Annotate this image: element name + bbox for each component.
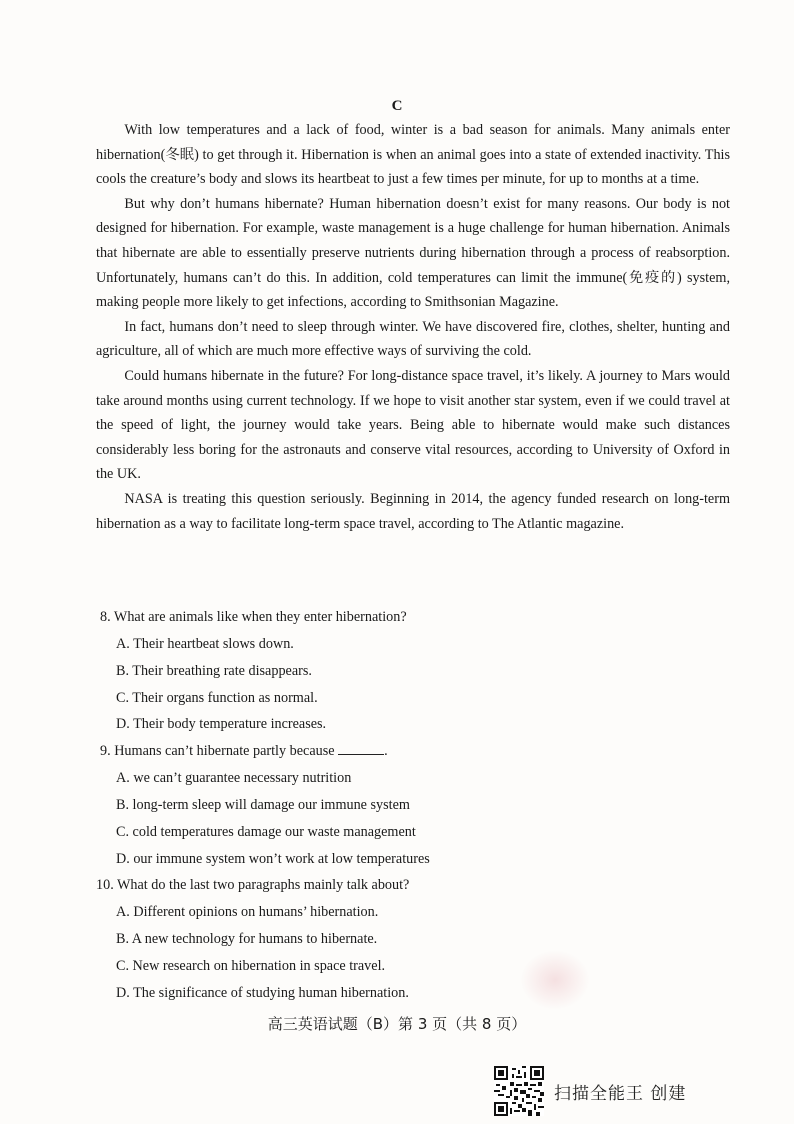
option-d: D. The significance of studying human hibernation. bbox=[116, 984, 409, 1001]
paragraph-4: Could humans hibernate in the future? For long-distance space travel, it’s likely. A journey to Mars would take around months using current technology. If we hope to visit another star system, even if we could travel at the speed of light, the journey would take years. Being able to hibernate would make such distances considerably less boring for the astronauts and conserve vital resources, according to University of Oxford in the UK. bbox=[96, 367, 730, 483]
question-stem-text: 9. Humans can’t hibernate partly because bbox=[100, 743, 335, 760]
answer-blank bbox=[338, 744, 384, 755]
question-8 bbox=[96, 604, 730, 738]
question-9 bbox=[96, 738, 730, 872]
paragraph-1: With low temperatures and a lack of food, winter is a bad season for animals. Many animals enter hibernation(冬眠) to get through it. Hibernation is when an animal goes into a state of extended inactivity. This cools the creature’s body and slows its heartbeat to just a few times per minute, for up to months at a time. bbox=[96, 122, 730, 188]
question-stem bbox=[96, 738, 730, 765]
section-title: C bbox=[391, 98, 403, 114]
option-a: A. Their heartbeat slows down. bbox=[116, 636, 294, 652]
scanner-watermark bbox=[494, 1066, 686, 1116]
paragraph-3: In fact, humans don’t need to sleep through winter. We have discovered fire, clothes, shelter, hunting and agriculture, all of which are much more effective ways of surviving the cold. bbox=[96, 318, 730, 360]
reading-passage bbox=[96, 118, 730, 536]
option-b: B. A new technology for humans to hibernate. bbox=[116, 931, 378, 948]
option-c: C. New research on hibernation in space travel. bbox=[116, 957, 386, 974]
question-10 bbox=[96, 872, 730, 1006]
page-footer: 高三英语试题（B）第 3 页（共 8 页） bbox=[267, 1015, 527, 1033]
paragraph-5: NASA is treating this question seriously. Beginning in 2014, the agency funded research on long-term hibernation as a way to facilitate long-term space travel, according to The Atlantic magazine. bbox=[96, 490, 730, 532]
option-a: A. we can’t guarantee necessary nutrition bbox=[116, 770, 352, 787]
option-c: C. cold temperatures damage our waste management bbox=[116, 823, 416, 840]
option-b: B. long-term sleep will damage our immune system bbox=[116, 796, 410, 813]
scanner-label: 扫描全能王 创建 bbox=[554, 1083, 687, 1104]
option-b: B. Their breathing rate disappears. bbox=[116, 662, 312, 679]
option-d: D. our immune system won’t work at low temperatures bbox=[116, 850, 430, 867]
question-stem: 10. What do the last two paragraphs mainly talk about? bbox=[96, 877, 410, 894]
question-stem: 8. What are animals like when they enter hibernation? bbox=[100, 609, 407, 625]
option-c: C. Their organs function as normal. bbox=[116, 689, 318, 706]
question-stem-end: . bbox=[384, 743, 388, 760]
qr-code-icon bbox=[494, 1066, 544, 1116]
option-a: A. Different opinions on humans’ hibernation. bbox=[116, 904, 379, 921]
option-d: D. Their body temperature increases. bbox=[116, 716, 327, 733]
paragraph-2: But why don’t humans hibernate? Human hibernation doesn’t exist for many reasons. Our body is not designed for hibernation. For example, waste management is a huge challenge for human hibernation. Animals that hibernate are able to essentially preserve nutrients during hibernation through a process of reabsorption. Unfortunately, humans can’t do this. In addition, cold temperatures can limit the immune(免疫的) system, making people more likely to get infections, according to Smithsonian Magazine. bbox=[96, 195, 730, 311]
question-list bbox=[96, 604, 730, 1007]
